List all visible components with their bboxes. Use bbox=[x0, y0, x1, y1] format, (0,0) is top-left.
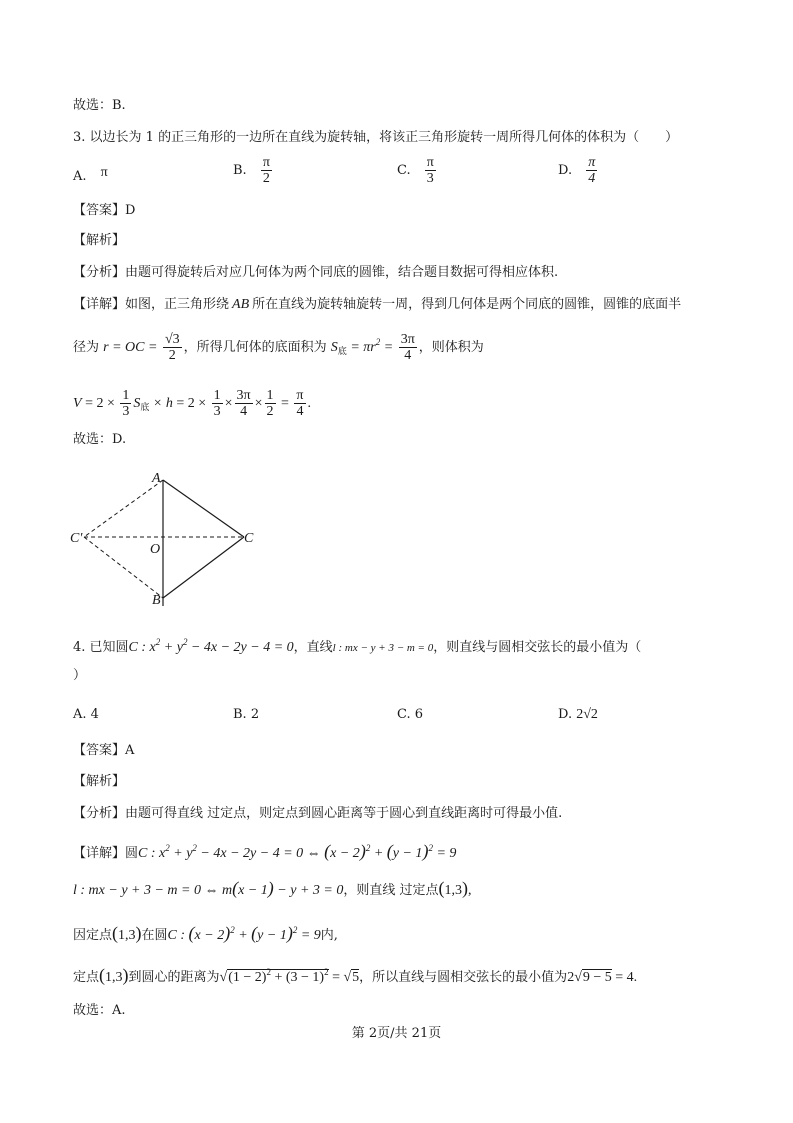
page-footer: 第 2页/共 21页 bbox=[351, 1026, 442, 1041]
q3-option-a-value: π bbox=[100, 165, 108, 180]
label-a: A bbox=[152, 471, 161, 486]
q3-conclusion: 故选：D. bbox=[73, 432, 127, 447]
q3-option-b-label: B. bbox=[233, 163, 247, 178]
q3-jiexi: 【解析】 bbox=[73, 233, 126, 248]
q3-option-c-label: C. bbox=[397, 163, 411, 178]
q4-fixed-point-3: (1,3) bbox=[99, 965, 129, 985]
label-o: O bbox=[150, 542, 161, 557]
q3-option-b-num: π bbox=[262, 155, 270, 170]
q4-option-d bbox=[558, 705, 598, 725]
q4-option-c-label: C. bbox=[397, 707, 411, 722]
q3-option-b bbox=[233, 155, 274, 186]
q4-stem-text-b: ，直线 bbox=[293, 640, 333, 655]
q4-stem-text-a: 4. 已知圆 bbox=[73, 640, 129, 655]
q3-fenxi-tag: 【分析】 bbox=[73, 265, 126, 280]
q4-detail-text-4c: ，所以直线与圆相交弦长的最小值为 bbox=[359, 970, 568, 985]
q3-option-d-den: 4 bbox=[588, 171, 596, 186]
label-c: C bbox=[244, 531, 254, 546]
q3-fenxi bbox=[73, 263, 558, 283]
q4-option-a bbox=[73, 705, 99, 725]
q3-answer-value: D bbox=[125, 203, 136, 218]
q4-detail-line-3 bbox=[73, 920, 338, 946]
q4-fenxi-text: 由题可得直线 过定点，则定点到圆心距离等于圆心到直线距离时可得最小值. bbox=[125, 806, 563, 821]
q4-option-c-value: 6 bbox=[414, 707, 424, 722]
q4-chord-length-formula: 2√9 − 5 = 4. bbox=[567, 970, 638, 985]
q3-option-c-num: π bbox=[426, 155, 434, 170]
q4-fenxi-tag: 【分析】 bbox=[73, 806, 126, 821]
q4-detail-text-1: 圆 bbox=[125, 846, 139, 861]
q3-detail-text-1b: 所在直线为旋转轴旋转一周，得到几何体是两个同底的圆锥，圆锥的底面半 bbox=[252, 297, 682, 312]
q3-detail-text-2b: ，所得几何体的底面积为 bbox=[183, 340, 327, 355]
edge-ac bbox=[163, 480, 244, 537]
q3-detail-line-2: 径为 r = OC = $\frac{√3}{2}$ ，所得几何体的底面积为 $S_底 = \pi r^2$ = $\frac{3\pi}{4}$ ，则体积为 bbox=[73, 332, 484, 363]
edge-bc bbox=[163, 537, 244, 598]
label-c-prime: C' bbox=[70, 531, 83, 546]
rotation-figure bbox=[68, 462, 268, 612]
q4-stem-line-1 bbox=[73, 632, 641, 658]
q4-detail-text-4b: 到圆心的距离为 bbox=[128, 970, 220, 985]
q3-fenxi-text: 由题可得旋转后对应几何体为两个同底的圆锥，结合题目数据可得相应体积. bbox=[125, 265, 559, 280]
q4-fixed-point-2: (1,3) bbox=[112, 923, 142, 943]
label-b: B bbox=[152, 593, 161, 608]
q3-option-a bbox=[73, 163, 108, 187]
q3-option-d-label: D. bbox=[558, 163, 573, 178]
q4-option-d-value: 2√2 bbox=[576, 707, 598, 722]
q3-volume-formula: V = 2 × $\frac{1}{3}$ $S_底 \times h = 2$ × $\frac{1}{3}$ × $\frac{3\pi}{4}$ × $\frac{1}{2}$ = $\frac{\pi}{4}$ . bbox=[73, 388, 311, 419]
q3-detail-text-2a: 径为 bbox=[73, 340, 100, 355]
q4-option-b bbox=[233, 705, 259, 725]
q4-circle-standard-2: C : $(x - 2)^2 + (y - 1)^2 = 9$ bbox=[167, 923, 321, 943]
q4-stem-line-2: ） bbox=[73, 668, 87, 683]
q4-detail-text-3a: 因定点 bbox=[73, 928, 113, 943]
q4-detail-line-4 bbox=[73, 962, 637, 988]
q4-stem-text-c: ，则直线与圆相交弦长的最小值为（ bbox=[433, 640, 642, 655]
q3-detail-line-1 bbox=[73, 295, 681, 315]
q4-option-c bbox=[397, 705, 423, 725]
q3-detail-text-2c: ，则体积为 bbox=[418, 340, 484, 355]
q4-option-d-label: D. bbox=[558, 707, 573, 722]
q4-detail-line-2 bbox=[73, 878, 471, 901]
q4-line-equation: l : mx − y + 3 − m = 0 bbox=[332, 642, 434, 654]
q4-option-a-label: A. bbox=[73, 707, 87, 722]
q4-jiexi: 【解析】 bbox=[73, 774, 126, 789]
q4-detail-text-2: ，则直线 过定点 bbox=[343, 883, 439, 898]
q4-distance-formula: $√(1 - 2)^2 + (3 - 1)^2 = √5$ bbox=[219, 967, 360, 985]
q4-answer bbox=[73, 741, 134, 761]
q3-xiangjie-tag: 【详解】 bbox=[73, 297, 126, 312]
q3-option-c-den: 3 bbox=[426, 171, 434, 186]
q4-detail-text-4a: 定点 bbox=[73, 970, 100, 985]
q4-option-a-value: 4 bbox=[90, 707, 99, 722]
q4-detail-text-3b: 在圆 bbox=[141, 928, 168, 943]
q3-answer-tag: 【答案】 bbox=[73, 203, 126, 218]
q3-option-d-num: π bbox=[588, 155, 596, 170]
q4-detail-text-3c: 内, bbox=[320, 928, 338, 943]
q3-answer bbox=[73, 201, 135, 221]
q3-option-c bbox=[397, 155, 438, 186]
q4-detail-line-1 bbox=[73, 838, 456, 864]
q4-answer-value: A bbox=[125, 743, 135, 758]
q3-option-d bbox=[558, 155, 599, 186]
q4-fixed-point: (1,3), bbox=[438, 878, 472, 898]
q4-conclusion: 故选：A. bbox=[73, 1003, 126, 1018]
q3-area-formula: $S_底 = \pi r^2$ = bbox=[330, 337, 397, 356]
q3-option-b-den: 2 bbox=[262, 171, 270, 186]
q4-fenxi bbox=[73, 804, 562, 824]
q3-detail-text-1a: 如图，正三角形绕 bbox=[125, 297, 230, 312]
q4-answer-tag: 【答案】 bbox=[73, 743, 126, 758]
q3-radius-formula: r = OC = bbox=[103, 340, 161, 355]
q3-stem: 3. 以边长为 1 的正三角形的一边所在直线为旋转轴，将该正三角形旋转一周所得几何体的体积为（ ） bbox=[73, 130, 679, 145]
edge-ac-prime bbox=[84, 480, 163, 537]
q4-option-b-value: 2 bbox=[250, 707, 260, 722]
q4-option-b-label: B. bbox=[233, 707, 247, 722]
q4-circle-standard-form: C : $x^2 + y^2 - 4x - 2y - 4 = 0$ ⇔ $(x - 2)^2 + (y - 1)^2 = 9$ bbox=[138, 841, 457, 861]
previous-conclusion: 故选：B. bbox=[73, 98, 126, 113]
q4-xiangjie-tag: 【详解】 bbox=[73, 846, 126, 861]
q3-detail-ab: AB bbox=[232, 297, 250, 312]
q4-circle-equation: C : $x^2 + y^2 - 4x - 2y - 4 = 0$ bbox=[128, 637, 294, 655]
q4-line-rewrite: l : mx − y + 3 − m = 0 ⇔ m(x − 1) − y + 3 = 0 bbox=[73, 878, 344, 898]
q3-option-a-label: A. bbox=[73, 169, 87, 184]
